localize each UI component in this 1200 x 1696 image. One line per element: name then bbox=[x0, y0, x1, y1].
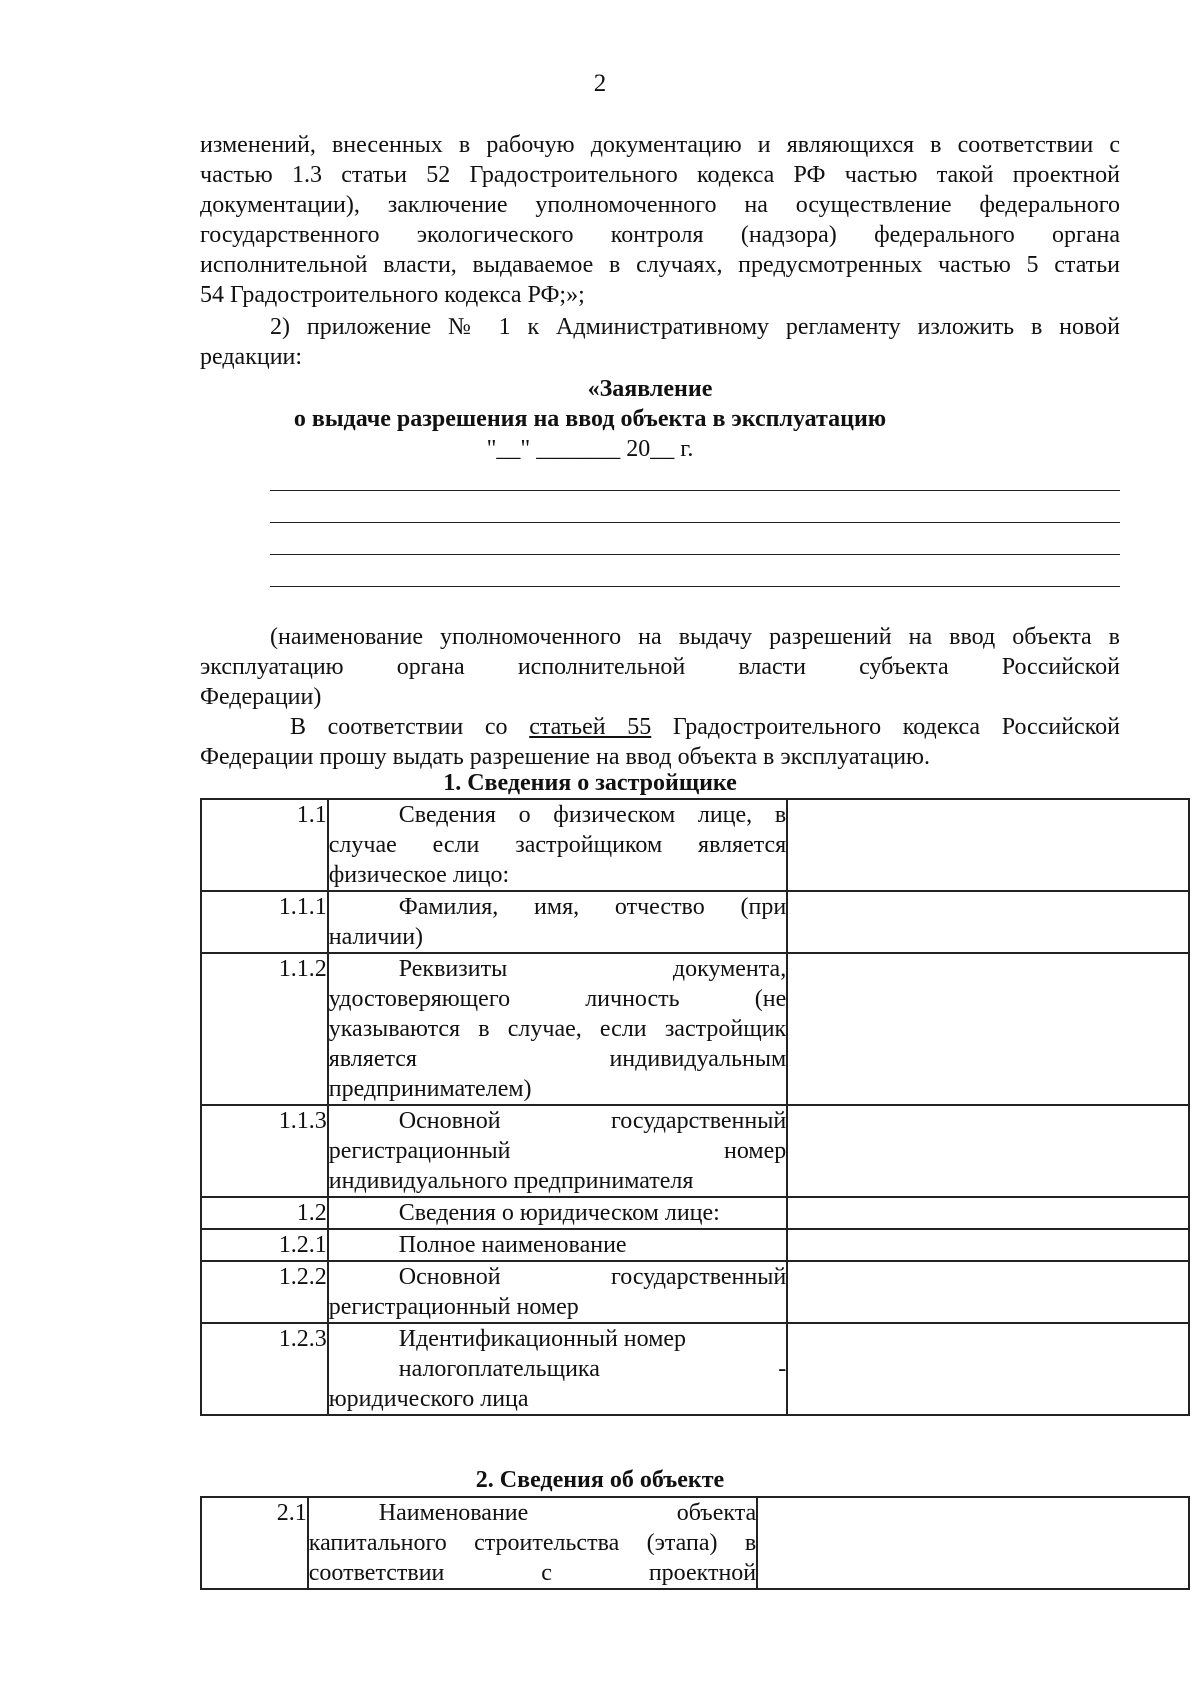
section2-table bbox=[200, 1496, 1190, 1590]
request-pre: В соответствии со bbox=[290, 714, 530, 740]
row-label: Сведения о юридическом лице: bbox=[328, 1197, 787, 1229]
intro-line: частью 1.3 статьи 52 Градостроительного кодекса РФ частью такой проектной bbox=[200, 162, 1120, 188]
date-line: "__" _______ 20__ г. bbox=[486, 436, 694, 462]
fill-in-line bbox=[270, 586, 1120, 587]
authority-caption bbox=[200, 622, 1120, 712]
value-cell[interactable] bbox=[787, 891, 1189, 953]
amendment-line: редакции: bbox=[200, 344, 303, 370]
value-cell[interactable] bbox=[787, 1105, 1189, 1197]
row-label: Основной государственный регистрационный номер индивидуального предпринимателя bbox=[328, 1105, 787, 1197]
intro-line: документации), заключение уполномоченного на осуществление федерального bbox=[200, 192, 1120, 218]
value-cell[interactable] bbox=[787, 1229, 1189, 1261]
value-cell[interactable] bbox=[787, 799, 1189, 891]
value-cell[interactable] bbox=[787, 1323, 1189, 1415]
section2-title: 2. Сведения об объекте bbox=[475, 1467, 725, 1493]
row-number: 2.1 bbox=[201, 1497, 308, 1589]
section1-table bbox=[200, 798, 1190, 1416]
value-cell[interactable] bbox=[787, 953, 1189, 1105]
amendment-paragraph bbox=[200, 312, 1120, 372]
row-label: Основной государственный регистрационный номер bbox=[328, 1261, 787, 1323]
row-number: 1.2.3 bbox=[201, 1323, 328, 1415]
row-number: 1.1.3 bbox=[201, 1105, 328, 1197]
row-number: 1.2 bbox=[201, 1197, 328, 1229]
table-row bbox=[201, 1261, 1189, 1323]
fill-in-line bbox=[270, 490, 1120, 491]
intro-paragraph bbox=[200, 130, 1120, 310]
row-number: 1.1.1 bbox=[201, 891, 328, 953]
table-row bbox=[201, 1197, 1189, 1229]
table-row bbox=[201, 1229, 1189, 1261]
request-paragraph bbox=[200, 712, 1120, 772]
value-cell[interactable] bbox=[757, 1497, 1189, 1589]
row-label: Полное наименование bbox=[328, 1229, 787, 1261]
request-post: Градостроительного кодекса Российской bbox=[651, 714, 1120, 740]
table-row bbox=[201, 891, 1189, 953]
section1-title: 1. Сведения о застройщике bbox=[443, 770, 737, 796]
row-number: 1.2.1 bbox=[201, 1229, 328, 1261]
intro-line: 54 Градостроительного кодекса РФ;»; bbox=[200, 282, 585, 308]
amendment-line: 2) приложение № 1 к Административному регламенту изложить в новой bbox=[270, 314, 1120, 340]
intro-line: государственного экологического контроля (надзора) федерального органа bbox=[200, 222, 1120, 248]
form-subtitle: о выдаче разрешения на ввод объекта в эксплуатацию bbox=[293, 406, 887, 432]
page-number: 2 bbox=[593, 70, 607, 97]
value-cell[interactable] bbox=[787, 1197, 1189, 1229]
table-row bbox=[201, 799, 1189, 891]
table-row bbox=[201, 1323, 1189, 1415]
row-number: 1.2.2 bbox=[201, 1261, 328, 1323]
value-cell[interactable] bbox=[787, 1261, 1189, 1323]
table-row bbox=[201, 1105, 1189, 1197]
form-title: «Заявление bbox=[587, 376, 713, 402]
caption-line: (наименование уполномоченного на выдачу разрешений на ввод объекта в bbox=[270, 624, 1120, 650]
request-line bbox=[200, 712, 1120, 742]
row-number: 1.1.2 bbox=[201, 953, 328, 1105]
caption-line: Федерации) bbox=[200, 684, 322, 710]
row-label: Фамилия, имя, отчество (при наличии) bbox=[328, 891, 787, 953]
table-row bbox=[201, 1497, 1189, 1589]
row-label: Реквизиты документа, удостоверяющего личность (не указываются в случае, если застройщик является индивидуальным предпринимателем) bbox=[328, 953, 787, 1105]
row-label: Наименование объекта капитального строительства (этапа) в соответствии с проектной bbox=[308, 1497, 757, 1589]
intro-line: изменений, внесенных в рабочую документацию и являющихся в соответствии с bbox=[200, 132, 1120, 158]
fill-in-line bbox=[270, 554, 1120, 555]
row-label: Идентификационный номер налогоплательщика - юридического лица bbox=[328, 1323, 787, 1415]
row-number: 1.1 bbox=[201, 799, 328, 891]
table-row bbox=[201, 953, 1189, 1105]
caption-line: эксплуатацию органа исполнительной власти субъекта Российской bbox=[200, 654, 1120, 680]
row-label: Сведения о физическом лице, в случае если застройщиком является физическое лицо: bbox=[328, 799, 787, 891]
fill-in-line bbox=[270, 522, 1120, 523]
intro-line: исполнительной власти, выдаваемое в случаях, предусмотренных частью 5 статьи bbox=[200, 252, 1120, 278]
request-line: Федерации прошу выдать разрешение на ввод объекта в эксплуатацию. bbox=[200, 744, 930, 770]
article-55-link[interactable]: статьей 55 bbox=[529, 714, 652, 740]
